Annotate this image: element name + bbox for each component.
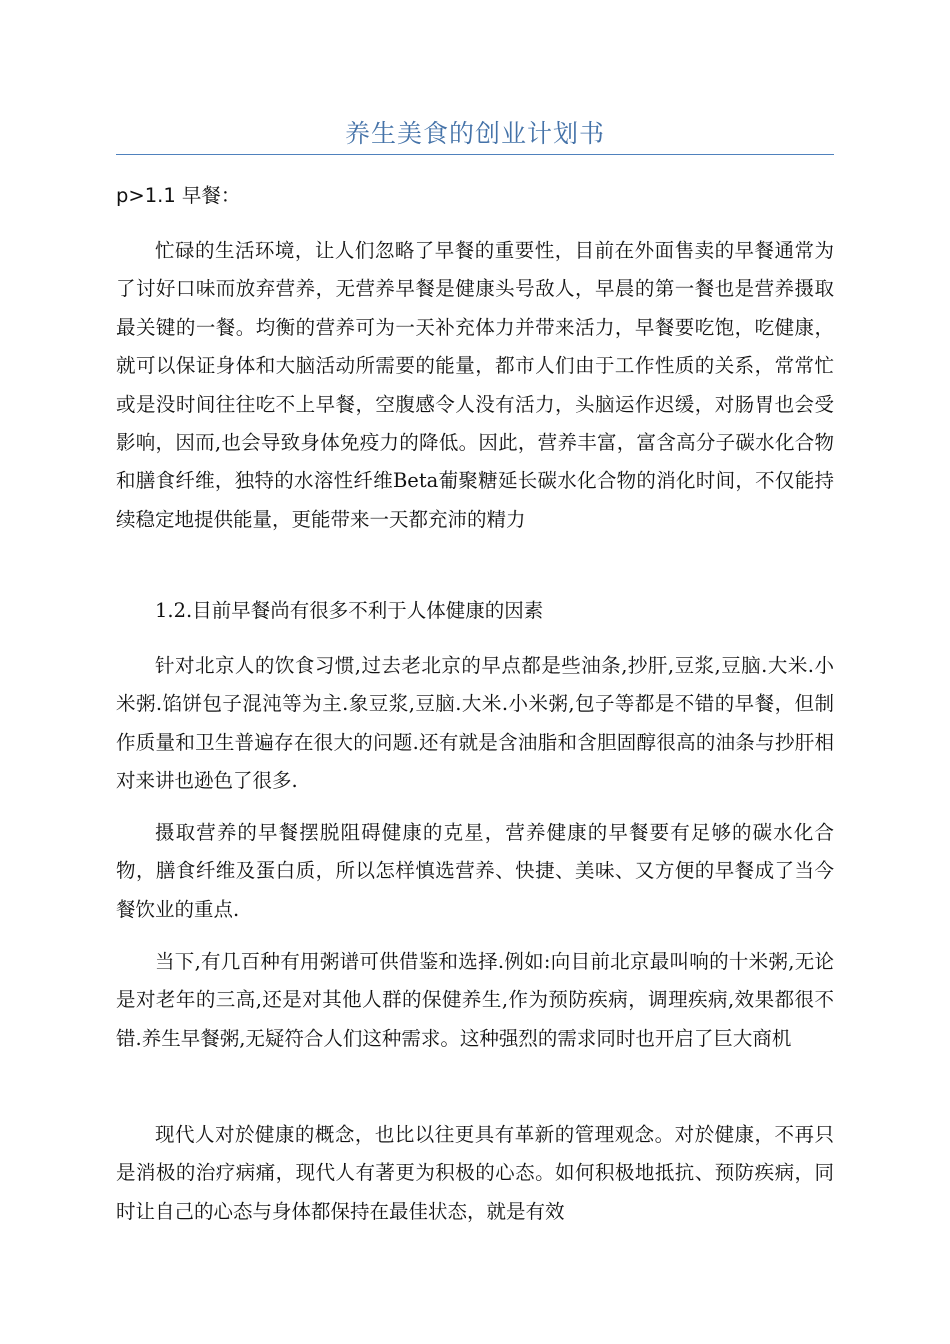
page-title: 养生美食的创业计划书 bbox=[344, 119, 605, 148]
paragraph-health-concept: 现代人对於健康的概念，也比以往更具有革新的管理观念。对於健康，不再只是消极的治疗病痛，现代人有著更为积极的心态。如何积极地抵抗、预防疾病，同时让自己的心态与身体都保持在最佳状态，就是有效 bbox=[116, 1123, 834, 1223]
paragraph-beijing-habits: 针对北京人的饮食习惯,过去老北京的早点都是些油条,抄肝,豆浆,豆脑.大米.小米粥.馅饼包子混沌等为主.象豆浆,豆脑.大米.小米粥,包子等都是不错的早餐，但制作质量和卫生普遍存在很大的问题.还有就是含油脂和含胆固醇很高的油条与抄肝相对来讲也逊色了很多. bbox=[116, 654, 834, 793]
title-underline bbox=[116, 154, 834, 155]
section-heading bbox=[116, 177, 834, 216]
paragraph-porridge-opportunity: 当下,有几百种有用粥谱可供借鉴和选择.例如:向目前北京最叫响的十米粥,无论是对老年的三高,还是对其他人群的保健养生,作为预防疾病，调理疾病,效果都很不错.养生早餐粥,无疑符合人们这种需求。这种强烈的需求同时也开启了巨大商机 bbox=[116, 950, 834, 1050]
subheading-unhealthy-factors: 1.2.目前早餐尚有很多不利于人体健康的因素 bbox=[155, 599, 544, 622]
paragraph-breakfast-importance: 忙碌的生活环境，让人们忽略了早餐的重要性，目前在外面售卖的早餐通常为了讨好口味而放弃营养，无营养早餐是健康头号敌人，早晨的第一餐也是营养摄取最关键的一餐。均衡的营养可为一天补充体力并带来活力，早餐要吃饱，吃健康，就可以保证身体和大脑活动所需要的能量，都市人们由于工作性质的关系，常常忙或是没时间往往吃不上早餐，空腹感令人没有活力，头脑运作迟缓，对肠胃也会受影响，因而,也会导致身体免疫力的降低。因此，营养丰富，富含高分子碳水化合物和膳食纤维，独特的水溶性纤维Beta葡聚糖延长碳水化合物的消化时间，不仅能持续稳定地提供能量，更能带来一天都充沛的精力 bbox=[116, 239, 834, 531]
paragraph-nutrition-choice: 摄取营养的早餐摆脱阻碍健康的克星，营养健康的早餐要有足够的碳水化合物，膳食纤维及蛋白质，所以怎样慎选营养、快捷、美味、又方便的早餐成了当今餐饮业的重点. bbox=[116, 821, 834, 921]
section-title: 早餐： bbox=[175, 184, 241, 207]
section-number: p>1.1 bbox=[116, 184, 176, 207]
